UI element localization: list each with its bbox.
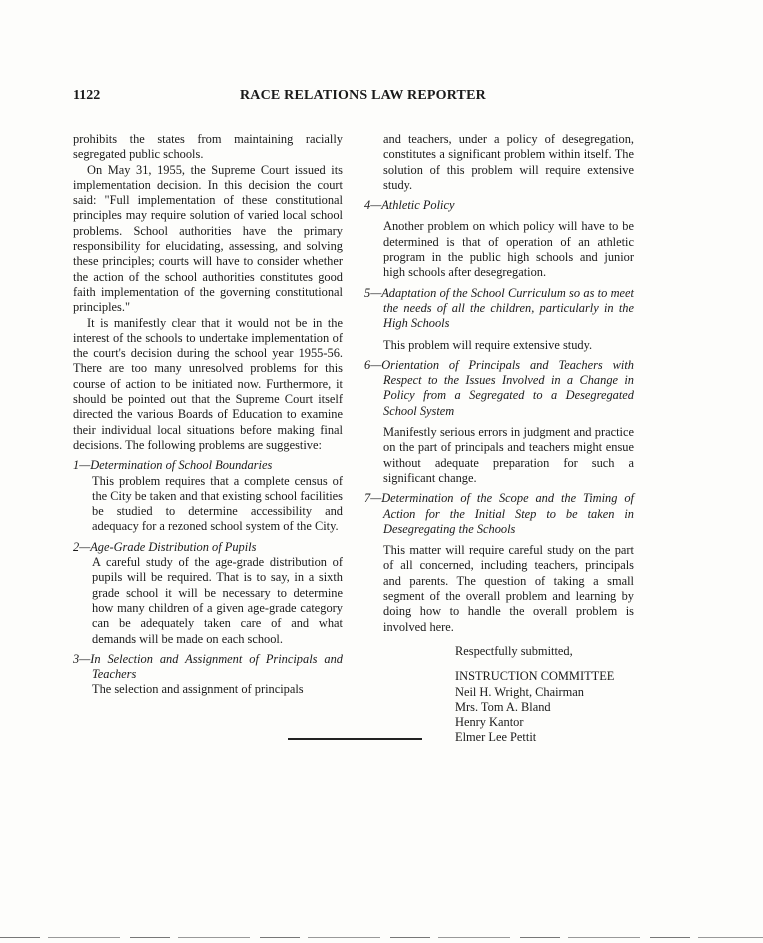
paragraph-continued: prohibits the states from maintaining racially segregated public schools. <box>73 132 343 162</box>
item-body-school-boundaries: This problem requires that a complete census of the City be taken and that existing school facilities be studied to determine accessibility and adequacy for a rezoned school system of the City. <box>92 473 343 534</box>
item-body-athletic-policy: Another problem on which policy will have to be determined is that of operation of an athletic program in the public high schools and junior high schools after desegregation. <box>383 219 634 280</box>
item-heading-age-grade: 2—Age-Grade Distribution of Pupils <box>73 539 257 554</box>
item-heading-athletic-policy: 4—Athletic Policy <box>364 198 455 213</box>
committee-member: Neil H. Wright, Chairman <box>455 684 585 699</box>
running-head: RACE RELATIONS LAW REPORTER <box>240 88 486 103</box>
paragraph-manifestly-clear: It is manifestly clear that it would not be in the interest of the schools to undertake implementation of the court's decision during the school year 1955-56. There are too many unresolved problems for this course of action to be initiated now. Furthermore, it should be pointed out that the Supreme Court itself directed the various Boards of Education to examine their individual local situations before making final decisions. The following problems are suggestive: <box>73 315 343 452</box>
respectfully-submitted: Respectfully submitted, <box>455 643 573 658</box>
item-body-selection-assignment-continued: and teachers, under a policy of desegregation, constitutes a significant problem within itself. The solution of this problem will require extensive study. <box>383 132 634 192</box>
item-body-curriculum: This problem will require extensive study. <box>383 337 593 352</box>
item-heading-curriculum: 5—Adaptation of the School Curriculum so as to meet the needs of all the children, particularly in the High Schools <box>364 285 634 331</box>
committee-member: Elmer Lee Pettit <box>455 730 537 745</box>
item-heading-scope-timing: 7—Determination of the Scope and the Timing of Action for the Initial Step to be taken in Desegregating the Schools <box>364 491 634 536</box>
item-heading-selection-assignment: 3—In Selection and Assignment of Principals and Teachers <box>73 651 343 682</box>
item-body-selection-assignment: The selection and assignment of principals <box>92 682 304 697</box>
signature-block <box>455 644 634 746</box>
scan-bottom-edge <box>0 937 763 938</box>
committee-name: INSTRUCTION COMMITTEE <box>455 669 615 684</box>
item-heading-orientation: 6—Orientation of Principals and Teachers with Respect to the Issues Involved in a Change in Policy from a Segregated to a Desegregated School System <box>364 357 634 418</box>
item-body-scope-timing: This matter will require careful study on the part of all concerned, including teachers, principals and parents. The question of taking a small segment of the overall problem and learning by doing how to handle the overall problem is involved here. <box>383 543 634 634</box>
item-heading-school-boundaries: 1—Determination of School Boundaries <box>73 458 273 473</box>
page-number: 1122 <box>73 88 101 103</box>
item-body-orientation: Manifestly serious errors in judgment and practice on the part of principals and teachers might ensue without adequate preparation for such a significant change. <box>383 425 634 485</box>
paragraph-implementation-decision: On May 31, 1955, the Supreme Court issued its implementation decision. In this decision the court said: "Full implementation of these constitutional principles may require solution of varied local school problems. School authorities have the primary responsibility for elucidating, assessing, and solving these principles; courts will have to consider whether the action of the school authorities constitutes good faith implementation of the governing constitutional principles." <box>73 162 343 315</box>
left-column <box>73 132 343 698</box>
committee-member: Mrs. Tom A. Bland <box>455 699 551 714</box>
end-rule <box>288 738 422 740</box>
item-body-age-grade: A careful study of the age-grade distribution of pupils will be required. That is to say, in a sixth grade school it will be necessary to determine how many children of a given age-grade category can be adequately taken care of and what demands will be made on each school. <box>92 555 343 646</box>
right-column <box>364 132 634 746</box>
committee-member: Henry Kantor <box>455 715 524 730</box>
